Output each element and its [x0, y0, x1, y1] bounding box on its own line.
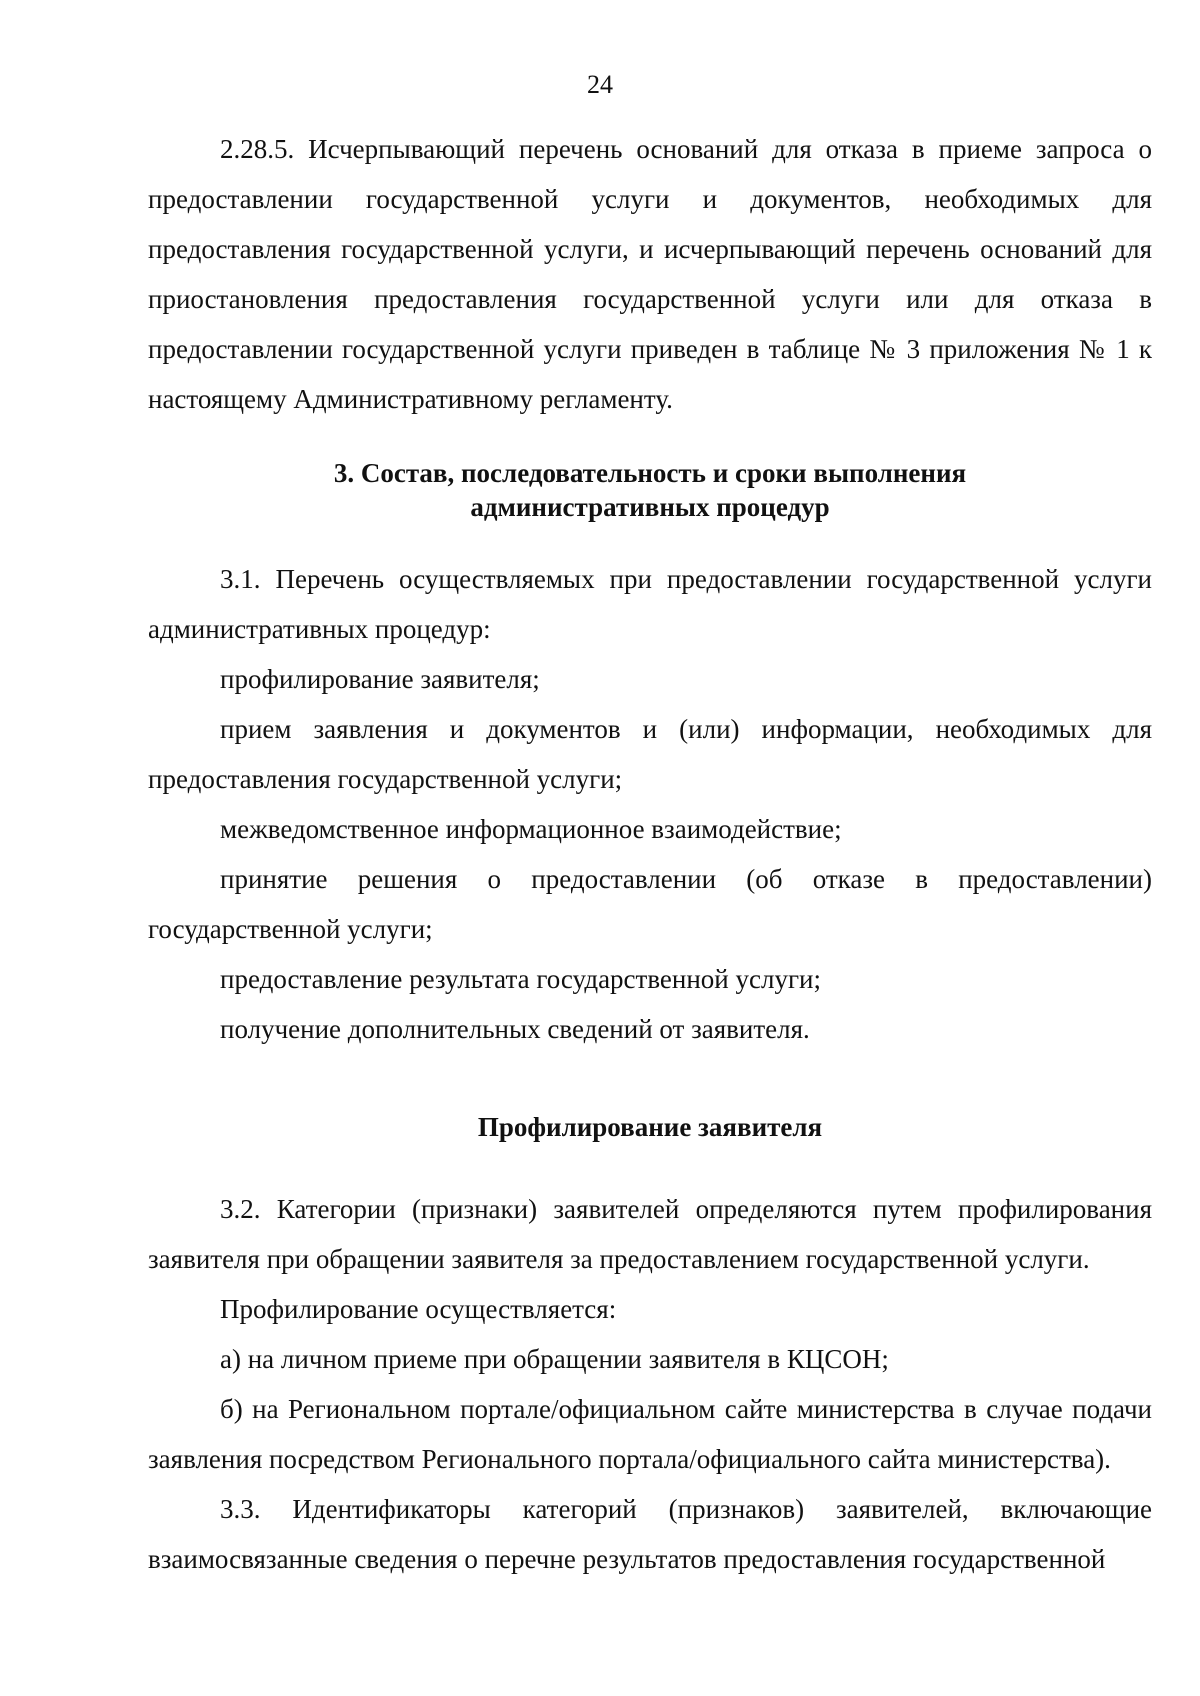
paragraph-3-1: 3.1. Перечень осуществляемых при предоставлении государственной услуги административных процедур:	[148, 564, 1152, 644]
procedure-item-profiling: профилирование заявителя;	[220, 664, 540, 694]
procedure-item-interagency: межведомственное информационное взаимодействие;	[220, 814, 842, 844]
profiling-heading: Профилирование заявителя	[477, 1112, 823, 1142]
section-3-heading	[148, 456, 1152, 524]
paragraph-3-2: 3.2. Категории (признаки) заявителей определяются путем профилирования заявителя при обращении заявителя за предоставлением государственной услуги.	[148, 1194, 1152, 1274]
paragraph-3-3: 3.3. Идентификаторы категорий (признаков) заявителей, включающие взаимосвязанные сведения о перечне результатов предоставления государственной	[148, 1494, 1152, 1574]
procedure-item-decision: принятие решения о предоставлении (об отказе в предоставлении) государственной услуги;	[148, 864, 1152, 944]
procedure-item-application: прием заявления и документов и (или) информации, необходимых для предоставления государственной услуги;	[148, 714, 1152, 794]
paragraph-item-b: б) на Региональном портале/официальном сайте министерства в случае подачи заявления посредством Регионального портала/официального сайта министерства).	[148, 1394, 1152, 1474]
procedure-item-additional-info: получение дополнительных сведений от заявителя.	[220, 1014, 810, 1044]
page-number: 24	[587, 70, 613, 99]
section-3-heading-line-1: 3. Состав, последовательность и сроки выполнения	[333, 458, 967, 488]
document-body	[148, 124, 1152, 1584]
section-3-heading-line-2: административных процедур	[470, 492, 830, 522]
procedure-item-result: предоставление результата государственной услуги;	[220, 964, 821, 994]
paragraph-2-28-5: 2.28.5. Исчерпывающий перечень оснований для отказа в приеме запроса о предоставлении государственной услуги и документов, необходимых для предоставления государственной услуги, и исчерпывающий перечень оснований для приостановления предоставления государственной услуги или для отказа в предоставлении государственной услуги приведен в таблице № 3 приложения № 1 к настоящему Административному регламенту.	[148, 134, 1152, 414]
paragraph-profiling-done: Профилирование осуществляется:	[220, 1294, 617, 1324]
paragraph-item-a: а) на личном приеме при обращении заявителя в КЦСОН;	[220, 1344, 889, 1374]
